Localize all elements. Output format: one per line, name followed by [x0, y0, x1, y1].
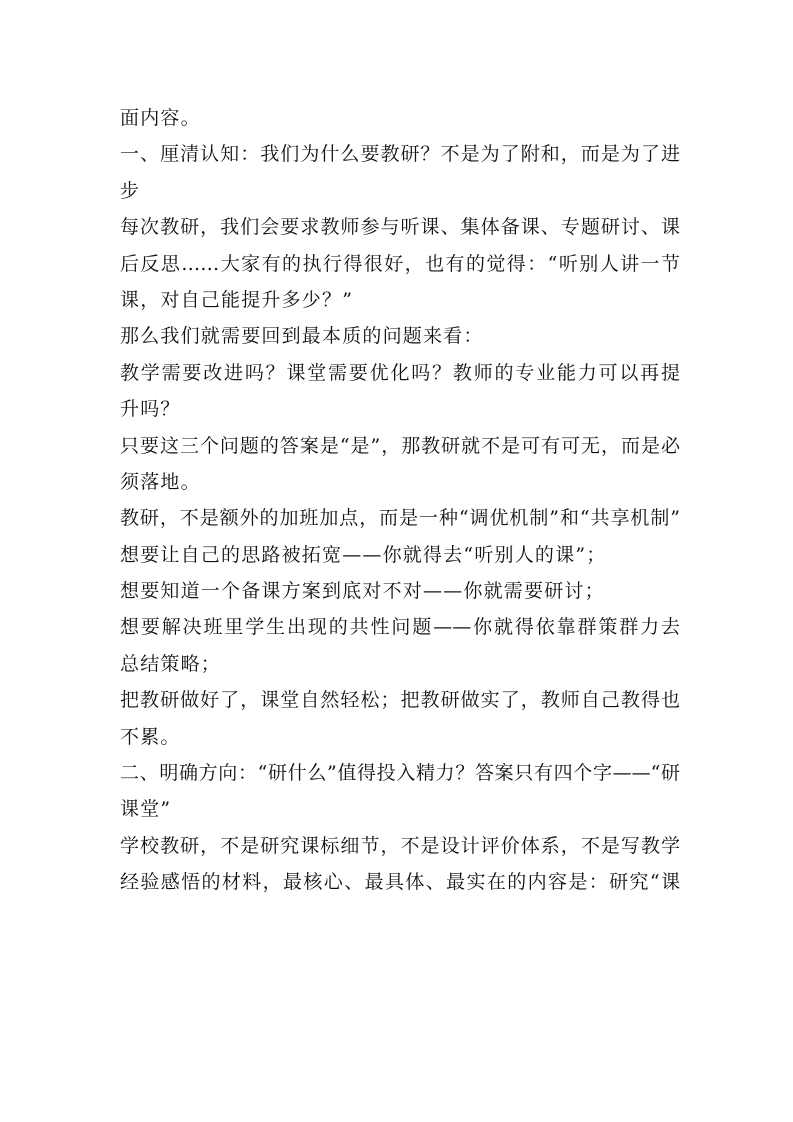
text-line: 升吗？	[120, 398, 181, 421]
text-line: 后反思……大家有的执行得很好，也有的觉得：“听别人讲一节	[120, 252, 680, 275]
document-body	[120, 100, 680, 901]
section-heading-1: 一、厘清认知：我们为什么要教研？不是为了附和，而是为了进	[120, 143, 680, 166]
text-line: 那么我们就需要回到最本质的问题来看：	[120, 325, 484, 348]
text-line: 把教研做好了，课堂自然轻松；把教研做实了，教师自己教得也	[120, 689, 680, 712]
text-line: 不累。	[120, 725, 181, 748]
text-line: 想要知道一个备课方案到底对不对——你就需要研讨；	[120, 580, 605, 603]
section-heading-2-cont: 课堂”	[120, 798, 172, 821]
text-line: 须落地。	[120, 470, 201, 493]
text-line: 总结策略；	[120, 652, 222, 675]
text-line: 教研，不是额外的加班加点，而是一种“调优机制”和“共享机制”	[120, 507, 680, 530]
text-line: 只要这三个问题的答案是“是”，那教研就不是可有可无，而是必	[120, 434, 680, 457]
text-line: 每次教研，我们会要求教师参与听课、集体备课、专题研讨、课	[120, 216, 680, 239]
section-heading-2: 二、明确方向：“研什么”值得投入精力？答案只有四个字——“研	[120, 762, 680, 785]
text-line: 课，对自己能提升多少？”	[120, 288, 354, 311]
section-heading-1-cont: 步	[120, 179, 141, 202]
text-line: 学校教研，不是研究课标细节，不是设计评价体系，不是写教学	[120, 834, 680, 857]
text-line: 面内容。	[120, 107, 201, 129]
text-line: 经验感悟的材料，最核心、最具体、最实在的内容是：研究“课	[120, 871, 680, 894]
text-line: 想要让自己的思路被拓宽——你就得去“听别人的课”；	[120, 543, 607, 566]
text-line: 教学需要改进吗？课堂需要优化吗？教师的专业能力可以再提	[120, 361, 680, 384]
text-line: 想要解决班里学生出现的共性问题——你就得依靠群策群力去	[120, 616, 680, 639]
